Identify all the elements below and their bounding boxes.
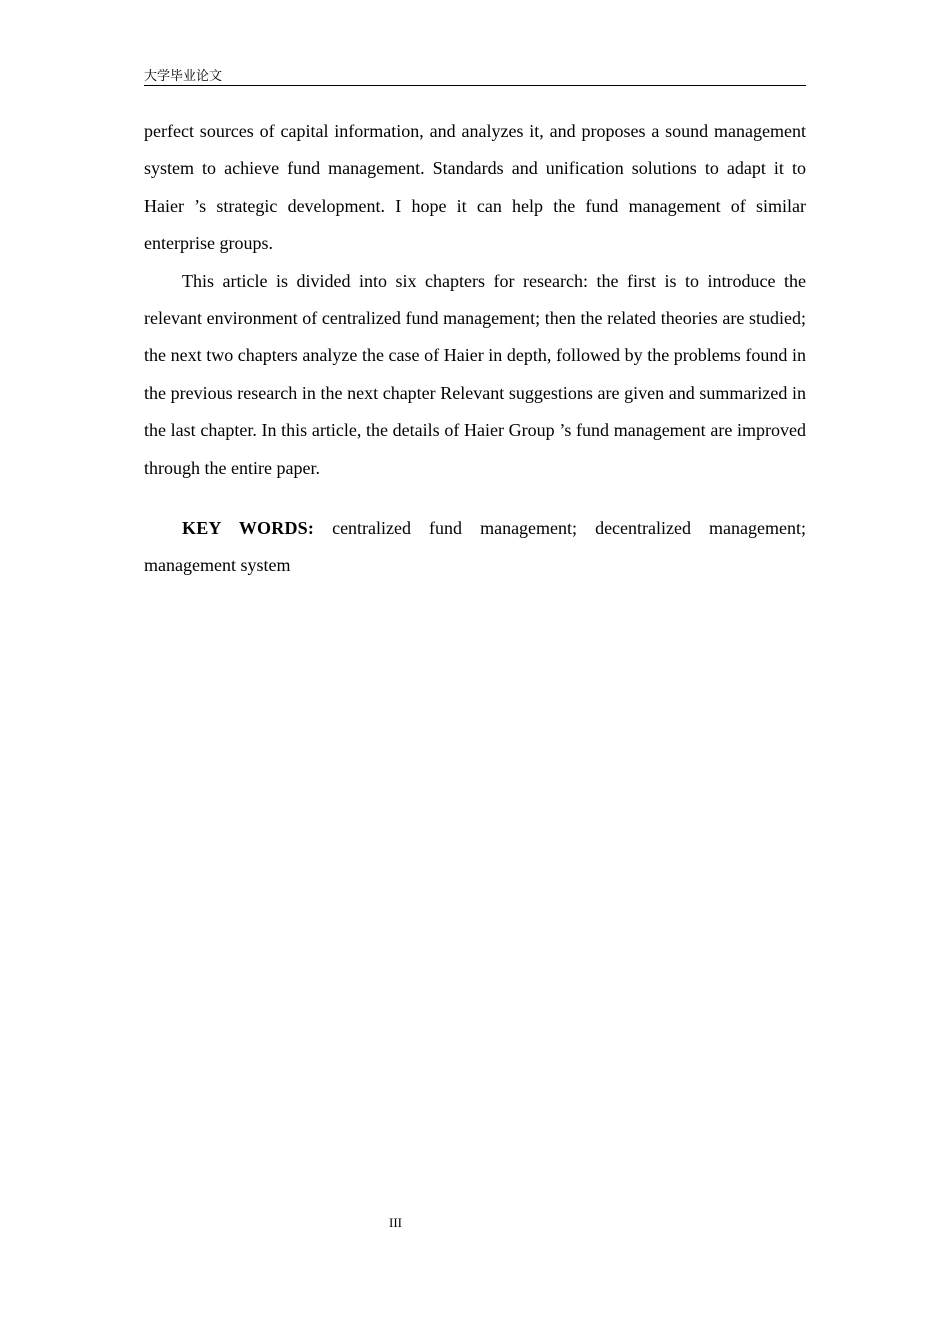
document-body xyxy=(144,113,806,585)
keywords-label: KEY WORDS: xyxy=(182,518,315,539)
page-header xyxy=(144,67,806,86)
keywords-text: centralized fund management; decentralized management; management system xyxy=(144,518,806,576)
header-title: 大学毕业论文 xyxy=(144,69,223,84)
abstract-paragraph-structure: This article is divided into six chapters for research: the first is to introduce the relevant environment of centralized fund management; then the related theories are studied; the next two chapters analyze the case of Haier in depth, followed by the problems found in the previous research in the next chapter Relevant suggestions are given and summarized in the last chapter. In this article, the details of Haier Group ’s fund management are improved through the entire paper. xyxy=(144,270,806,478)
page-number: III xyxy=(389,1215,402,1230)
keywords-paragraph xyxy=(144,510,806,585)
abstract-paragraph-continued: perfect sources of capital information, and analyzes it, and proposes a sound management system to achieve fund management. Standards and unification solutions to adapt it to Haier ’s strategic development. I hope it can help the fund management of similar enterprise groups. xyxy=(144,121,806,254)
